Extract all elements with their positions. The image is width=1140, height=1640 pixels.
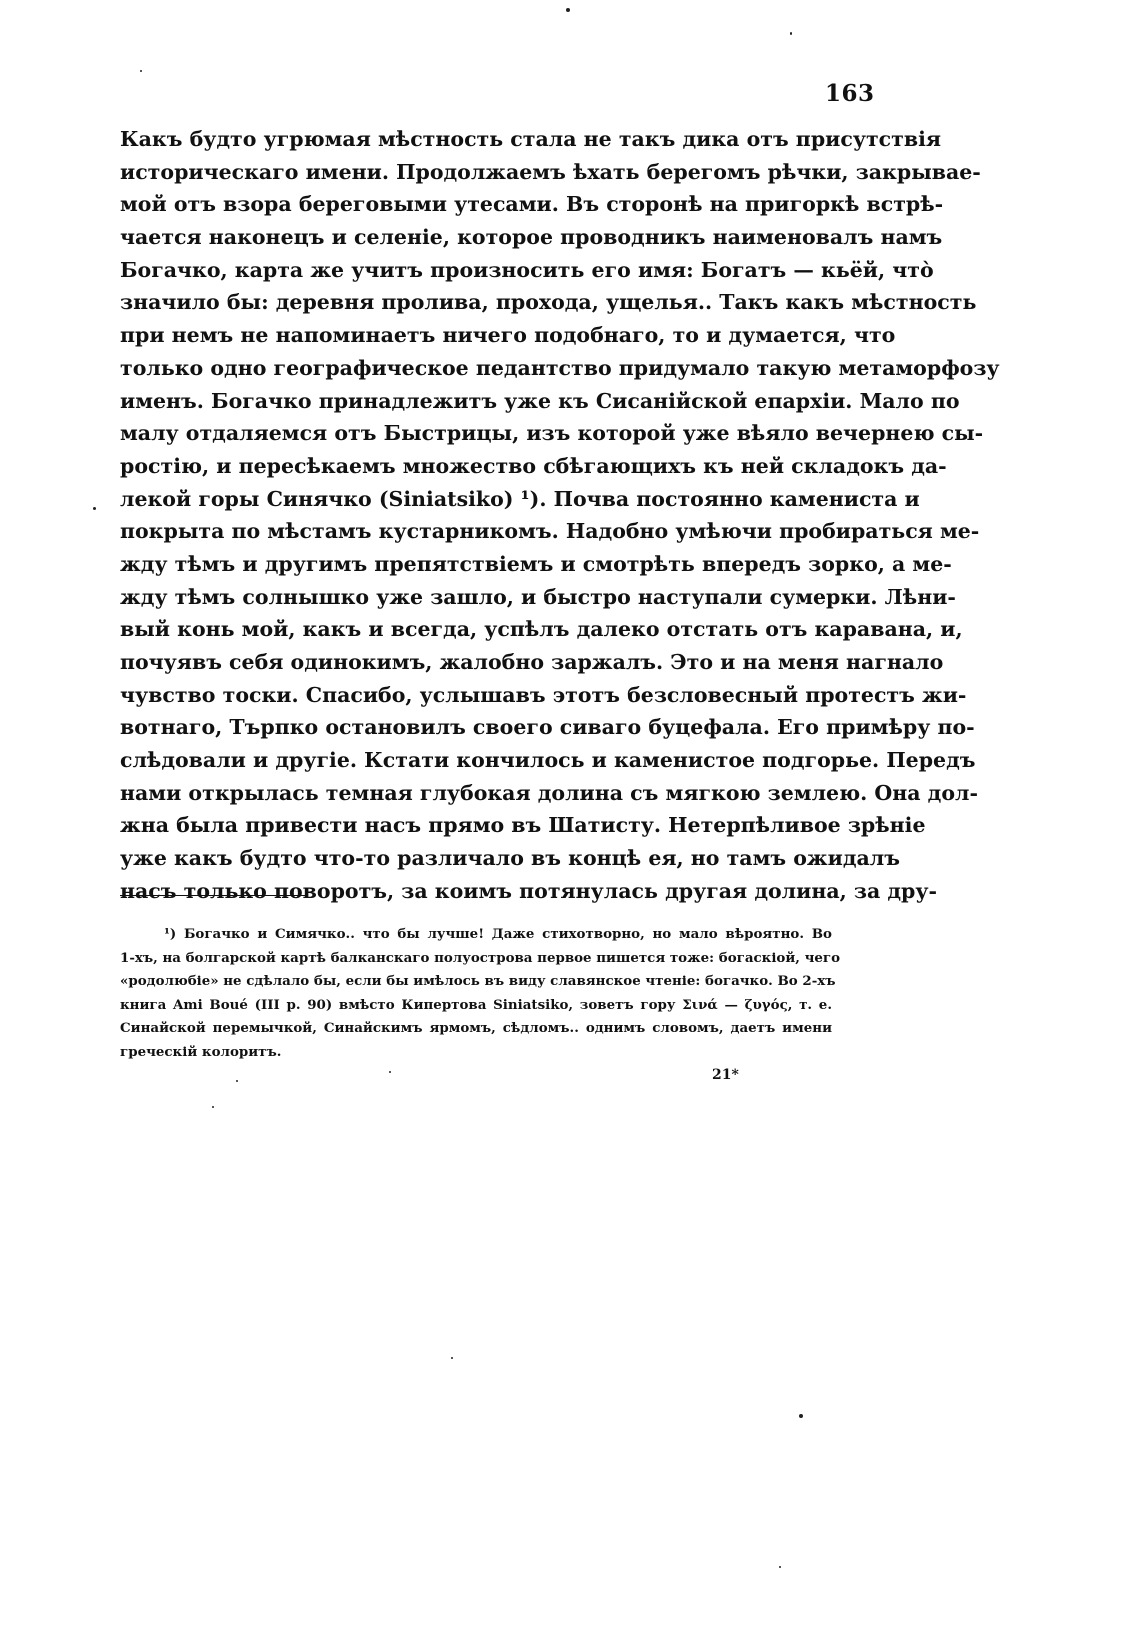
text-line: значило бы: деревня пролива, прохода, ущелья.. Такъ какъ мѣстность: [120, 290, 977, 315]
text-line: слѣдовали и другіе. Кстати кончилось и каменистое подгорье. Передъ: [120, 748, 976, 773]
text-line: лекой горы Синячко (Siniatsiko) ¹). Почва постоянно камениста и: [120, 486, 920, 511]
text-line: чувство тоски. Спасибо, услышавъ этотъ безсловесный протестъ жи-: [120, 682, 967, 707]
text-line: чается наконецъ и селеніе, которое проводникъ наименовалъ намъ: [120, 225, 943, 250]
text-line: Какъ будто угрюмая мѣстность стала не такъ дика отъ присутствія: [120, 127, 942, 151]
footnote-line: Синайской перемычкой, Синайскимъ ярмомъ, сѣдломъ.. однимъ словомъ, даетъ имени: [120, 1020, 832, 1036]
footnote-line: греческій колоритъ.: [120, 1043, 282, 1060]
scan-speck: [212, 1106, 214, 1108]
page-number: 163: [825, 80, 875, 107]
scan-speck: [799, 1414, 803, 1418]
text-line: жду тѣмъ солнышко уже зашло, и быстро наступали сумерки. Лѣни-: [120, 584, 956, 609]
footnotes: [120, 923, 841, 1064]
text-line: только одно географическое педантство придумало такую метаморфозу: [120, 355, 1000, 380]
text-line: при немъ не напоминаетъ ничего подобнаго, то и думается, что: [120, 323, 896, 348]
footnote-line: ¹) Богачко и Симячко.. что бы лучше! Даже стихотворно, но мало вѣроятно. Во: [164, 926, 832, 942]
text-line: вотнаго, Търпко остановилъ своего сиваго буцефала. Его примѣру по-: [120, 715, 975, 740]
text-line: насъ только поворотъ, за коимъ потянулась другая долина, за дру-: [120, 878, 938, 903]
signature-mark: 21*: [712, 1067, 739, 1083]
text-line: покрыта по мѣстамъ кустарникомъ. Надобно умѣючи пробираться ме-: [120, 519, 980, 544]
footnote-rule: [120, 895, 306, 896]
text-line: нами открылась темная глубокая долина съ мягкою землею. Она дол-: [120, 780, 978, 805]
scan-speck: [790, 32, 792, 35]
footnote-line: «родолюбіе» не сдѣлало бы, если бы имѣлось въ виду славянское чтеніе: богачко. Во 2-хъ: [120, 973, 836, 989]
text-line: Богачко, карта же учитъ произносить его имя: Богатъ — кьёй, что̀: [120, 257, 934, 282]
text-line: историческаго имени. Продолжаемъ ѣхать берегомъ рѣчки, закрывае-: [120, 159, 981, 184]
scan-speck: [236, 1080, 238, 1082]
scan-speck: [140, 70, 142, 72]
scan-speck: [779, 1566, 781, 1568]
scan-speck: [451, 1357, 453, 1359]
scan-speck: [93, 507, 96, 510]
text-line: именъ. Богачко принадлежитъ уже къ Сисанійской епархіи. Мало по: [120, 388, 960, 413]
text-line: малу отдаляемся отъ Быстрицы, изъ которой уже вѣяло вечернею сы-: [120, 421, 984, 446]
scan-speck: [566, 8, 570, 12]
footnote-line: книга Ami Boué (III р. 90) вмѣсто Кипертова Siniatsiko, зоветъ гору Σινά — ζυγός, т. е.: [120, 996, 832, 1013]
text-line: жна была привести насъ прямо въ Шатисту. Нетерпѣливое зрѣніе: [120, 813, 926, 838]
text-line: мой отъ взора береговыми утесами. Въ сторонѣ на пригоркѣ встрѣ-: [120, 192, 944, 217]
text-line: жду тѣмъ и другимъ препятствіемъ и смотрѣть впередъ зорко, а ме-: [120, 551, 952, 576]
text-line: вый конь мой, какъ и всегда, успѣлъ далеко отстать отъ каравана, и,: [120, 617, 963, 642]
text-line: уже какъ будто что-то различало въ концѣ ея, но тамъ ожидалъ: [120, 846, 900, 871]
main-text: [120, 123, 1000, 908]
scan-speck: [389, 1071, 391, 1073]
text-line: ростію, и пересѣкаемъ множество сбѣгающихъ къ ней складокъ да-: [120, 453, 947, 478]
text-line: почуявъ себя одинокимъ, жалобно заржалъ. Это и на меня нагнало: [120, 650, 944, 674]
footnote-line: 1-хъ, на болгарской картѣ балканскаго полуострова первое пишется тоже: богаскіой, чего: [120, 949, 841, 966]
